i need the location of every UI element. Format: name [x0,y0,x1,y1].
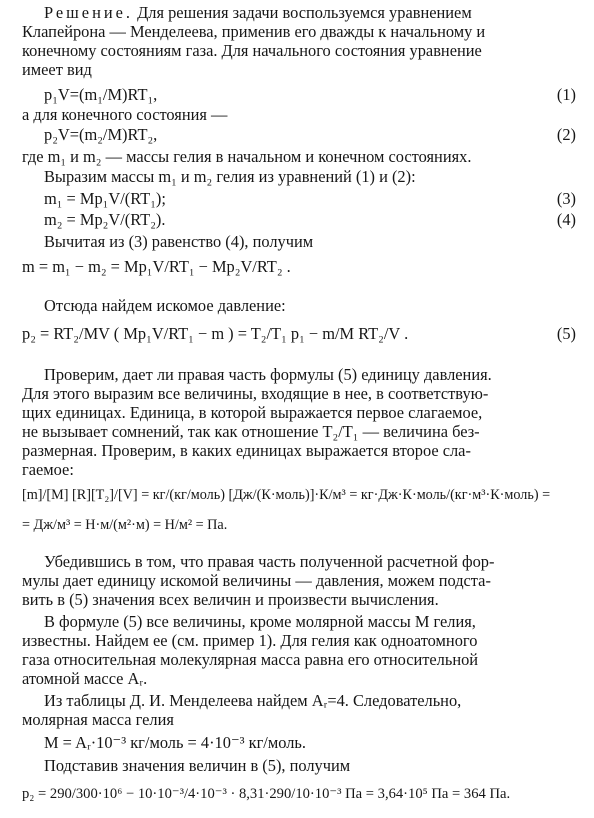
equation-2: p₂V=(m₂/M)RT₂, [44,125,158,144]
text-line: Из таблицы Д. И. Менделеева найдем Aᵣ=4. Следовательно, [44,691,462,710]
text-line: Решение. Для решения задачи воспользуемся уравнением [44,3,472,22]
text-line: гаемое: [22,460,74,479]
equation-1: p₁V=(m₁/M)RT₁, [44,85,158,104]
text-line: а для конечного состояния — [22,105,228,124]
text-line: Выразим массы m₁ и m₂ гелия из уравнений (1) и (2): [44,167,416,186]
text-line: Подставив значения величин в (5), получим [44,756,351,775]
text-line: щих единицах. Единица, в которой выражается первое слагаемое, [22,403,483,422]
text-line: конечному состояниям газа. Для начального состояния уравнение [22,41,482,60]
equation-number: (3) [556,189,576,208]
text-line: газа относительная молекулярная масса равна его относительной [22,650,479,669]
equation-number: (5) [556,324,576,343]
text-line: Вычитая из (3) равенство (4), получим [44,232,314,251]
text-line: Для этого выразим все величины, входящие в нее, в соответствую- [22,384,489,403]
equation-molar-mass: M = Aᵣ·10⁻³ кг/моль = 4·10⁻³ кг/моль. [44,733,306,752]
text-line: Проверим, дает ли правая часть формулы (5) единицу давления. [44,365,492,384]
text-line: вить в (5) значения всех величин и произвести вычисления. [22,590,439,609]
text-line: размерная. Проверим, в каких единицах выражается второе сла- [22,441,471,460]
solution-heading: Решение. [44,3,133,22]
equation-subtraction: m = m₁ − m₂ = Mp₁V/RT₁ − Mp₂V/RT₂ . [22,257,291,276]
equation-number: (2) [556,125,576,144]
equation-3: m₁ = Mp₁V/(RT₁); [44,189,166,208]
text-line: имеет вид [22,60,92,79]
equation-number: (1) [556,85,576,104]
text-line: мулы дает единицу искомой величины — давления, можем подста- [22,571,491,590]
equation-4: m₂ = Mp₂V/(RT₂). [44,210,166,229]
text-line: Отсюда найдем искомое давление: [44,296,286,315]
text-line: Убедившись в том, что правая часть полученной расчетной фор- [44,552,495,571]
text-line: Клапейрона — Менделеева, применив его дважды к начальному и [22,22,486,41]
text-line: В формуле (5) все величины, кроме молярной массы M гелия, [44,612,476,631]
text-line: молярная масса гелия [22,710,174,729]
text-line: атомной массе Aᵣ. [22,669,148,688]
equation-number: (4) [556,210,576,229]
text-line: известны. Найдем ее (см. пример 1). Для гелия как одноатомного [22,631,478,650]
units-check-line-2: = Дж/м³ = Н·м/(м²·м) = Н/м² = Па. [22,517,228,533]
text-line: где m₁ и m₂ — массы гелия в начальном и конечном состояниях. [22,147,472,166]
equation-5: p₂ = RT₂/MV ( Mp₁V/RT₁ − m ) = T₂/T₁ p₁ − m/M RT₂/V . [22,324,409,343]
equation-final-result: p₂ = 290/300·10⁶ − 10·10⁻³/4·10⁻³ · 8,31·290/10·10⁻³ Па = 3,64·10⁵ Па = 364 Па. [22,786,511,802]
text-line: не вызывает сомнений, так как отношение T₂/T₁ — величина без- [22,422,480,441]
units-check-line-1: [m]/[M] [R][T₂]/[V] = кг/(кг/моль) [Дж/(К·моль)]·К/м³ = кг·Дж·К·моль/(кг·м³·К·моль) = [22,487,551,503]
